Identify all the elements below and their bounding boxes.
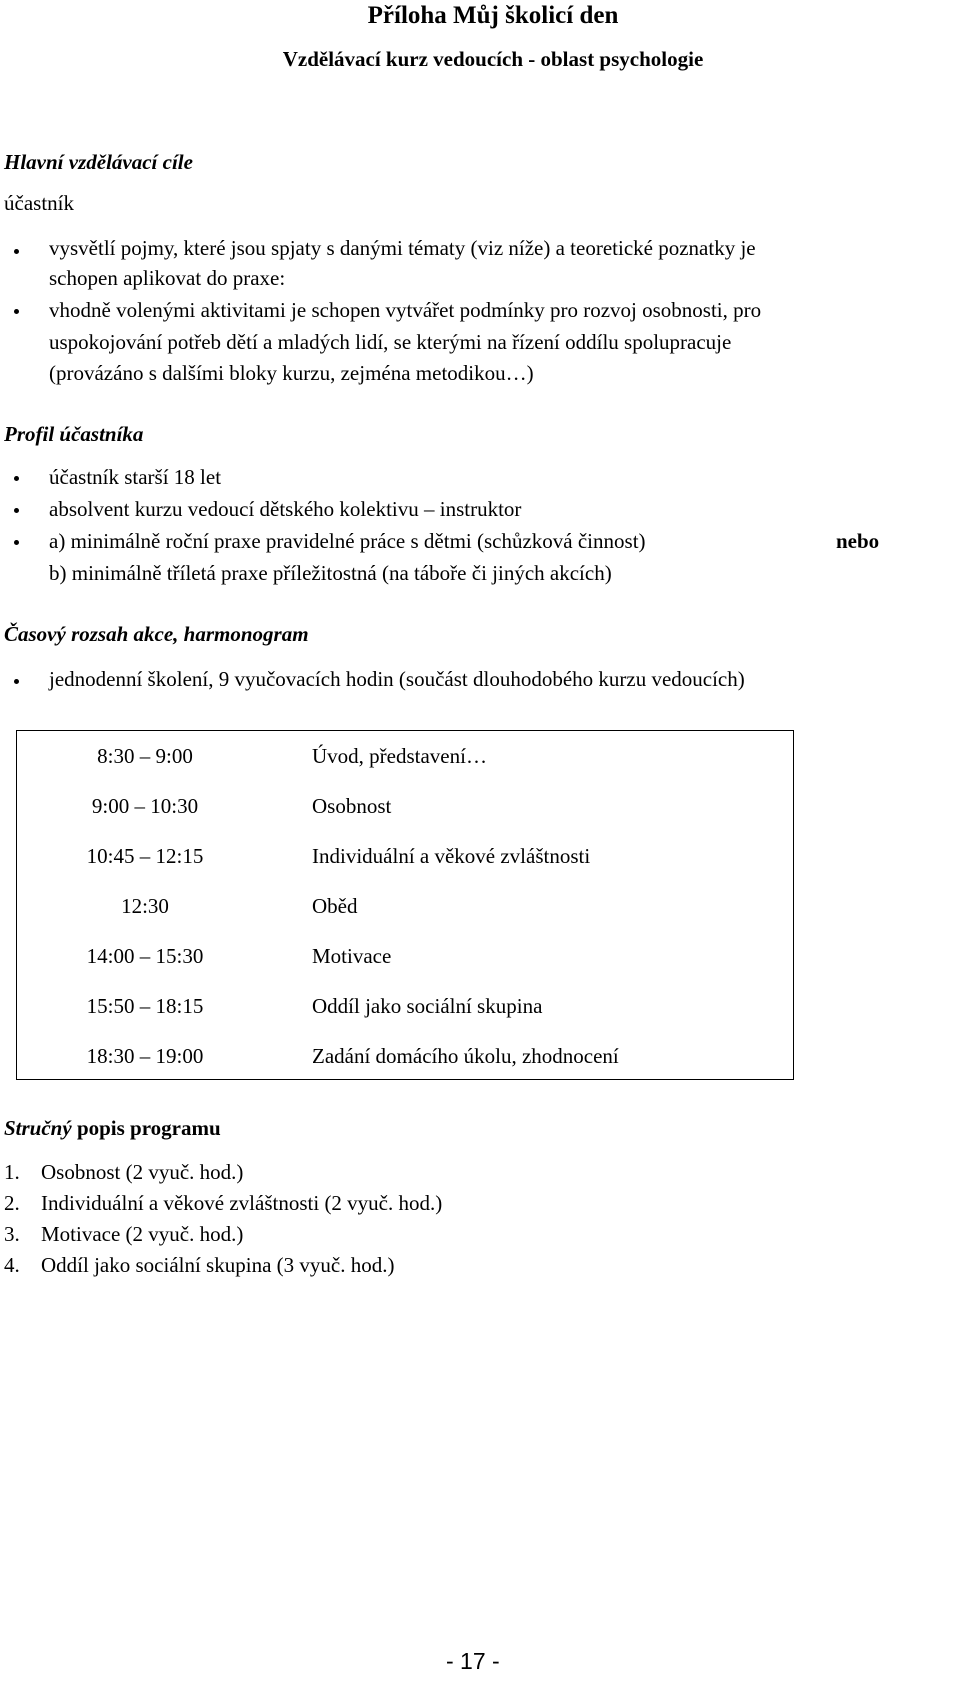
schedule-summary: jednodenní školení, 9 vyučovacích hodin (součást dlouhodobého kurzu vedoucích) bbox=[49, 667, 745, 691]
bullet-icon bbox=[14, 249, 19, 254]
list-item: Oddíl jako sociální skupina (3 vyuč. hod.) bbox=[41, 1253, 395, 1277]
table-row bbox=[17, 781, 793, 831]
list-item-number: 1. bbox=[4, 1160, 20, 1184]
bullet-icon bbox=[14, 540, 19, 545]
schedule-activity: Motivace bbox=[312, 944, 392, 968]
schedule-time: 14:00 – 15:30 bbox=[86, 944, 204, 968]
program-heading-italic: Stručný bbox=[4, 1116, 72, 1140]
schedule-activity: Osobnost bbox=[312, 794, 392, 818]
profile-item-3-continuation: b) minimálně tříletá praxe příležitostná (na táboře či jiných akcích) bbox=[49, 561, 612, 585]
profile-heading: Profil účastníka bbox=[4, 422, 144, 446]
goals-item-1-line-1: vysvětlí pojmy, které jsou spjaty s danými tématy (viz níže) a teoretické poznatky je bbox=[49, 236, 756, 260]
list-item: Individuální a věkové zvláštnosti (2 vyuč. hod.) bbox=[41, 1191, 443, 1215]
list-item: Motivace (2 vyuč. hod.) bbox=[41, 1222, 244, 1246]
goals-intro: účastník bbox=[4, 191, 74, 215]
page-subtitle: Vzdělávací kurz vedoucích - oblast psychologie bbox=[282, 47, 704, 71]
schedule-time: 8:30 – 9:00 bbox=[97, 744, 193, 768]
schedule-heading: Časový rozsah akce, harmonogram bbox=[4, 622, 309, 646]
program-heading-rest: popis programu bbox=[71, 1116, 221, 1140]
profile-item-1: účastník starší 18 let bbox=[49, 465, 222, 489]
schedule-activity: Úvod, představení… bbox=[312, 744, 487, 768]
profile-item-2: absolvent kurzu vedoucí dětského kolektivu – instruktor bbox=[49, 497, 522, 521]
list-item: Osobnost (2 vyuč. hod.) bbox=[41, 1160, 244, 1184]
bullet-icon bbox=[14, 309, 19, 314]
schedule-time: 15:50 – 18:15 bbox=[86, 994, 204, 1018]
schedule-activity: Oddíl jako sociální skupina bbox=[312, 994, 543, 1018]
table-row bbox=[17, 1031, 793, 1081]
schedule-activity: Oběd bbox=[312, 894, 358, 918]
goals-item-2-line-1: vhodně volenými aktivitami je schopen vytvářet podmínky pro rozvoj osobnosti, pro bbox=[49, 298, 762, 322]
bullet-icon bbox=[14, 679, 19, 684]
list-item-number: 2. bbox=[4, 1191, 20, 1215]
bullet-icon bbox=[14, 508, 19, 513]
schedule-time: 10:45 – 12:15 bbox=[86, 844, 204, 868]
goals-heading: Hlavní vzdělávací cíle bbox=[4, 150, 193, 174]
table-row bbox=[17, 881, 793, 931]
schedule-activity: Zadání domácího úkolu, zhodnocení bbox=[312, 1044, 619, 1068]
list-item-number: 4. bbox=[4, 1253, 20, 1277]
page-title: Příloha Můj školicí den bbox=[367, 2, 619, 29]
schedule-time: 9:00 – 10:30 bbox=[91, 794, 199, 818]
table-row bbox=[17, 831, 793, 881]
schedule-time: 18:30 – 19:00 bbox=[86, 1044, 204, 1068]
profile-item-3: a) minimálně roční praxe pravidelné práce s dětmi (schůzková činnost) bbox=[49, 529, 646, 553]
goals-item-1-line-2: schopen aplikovat do praxe: bbox=[49, 266, 286, 290]
schedule-time: 12:30 bbox=[121, 894, 169, 918]
schedule-activity: Individuální a věkové zvláštnosti bbox=[312, 844, 591, 868]
page-number: - 17 - bbox=[446, 1648, 500, 1674]
list-item-number: 3. bbox=[4, 1222, 20, 1246]
bullet-icon bbox=[14, 476, 19, 481]
program-heading bbox=[4, 1116, 221, 1141]
goals-item-2-line-3: (provázáno s dalšími bloky kurzu, zejména metodikou…) bbox=[49, 361, 534, 385]
schedule-table bbox=[16, 730, 794, 1080]
table-row bbox=[17, 931, 793, 981]
table-row bbox=[17, 981, 793, 1031]
goals-item-2-line-2: uspokojování potřeb dětí a mladých lidí, se kterými na řízení oddílu spolupracuje bbox=[49, 330, 732, 354]
or-label: nebo bbox=[836, 529, 880, 553]
table-row bbox=[17, 731, 793, 781]
